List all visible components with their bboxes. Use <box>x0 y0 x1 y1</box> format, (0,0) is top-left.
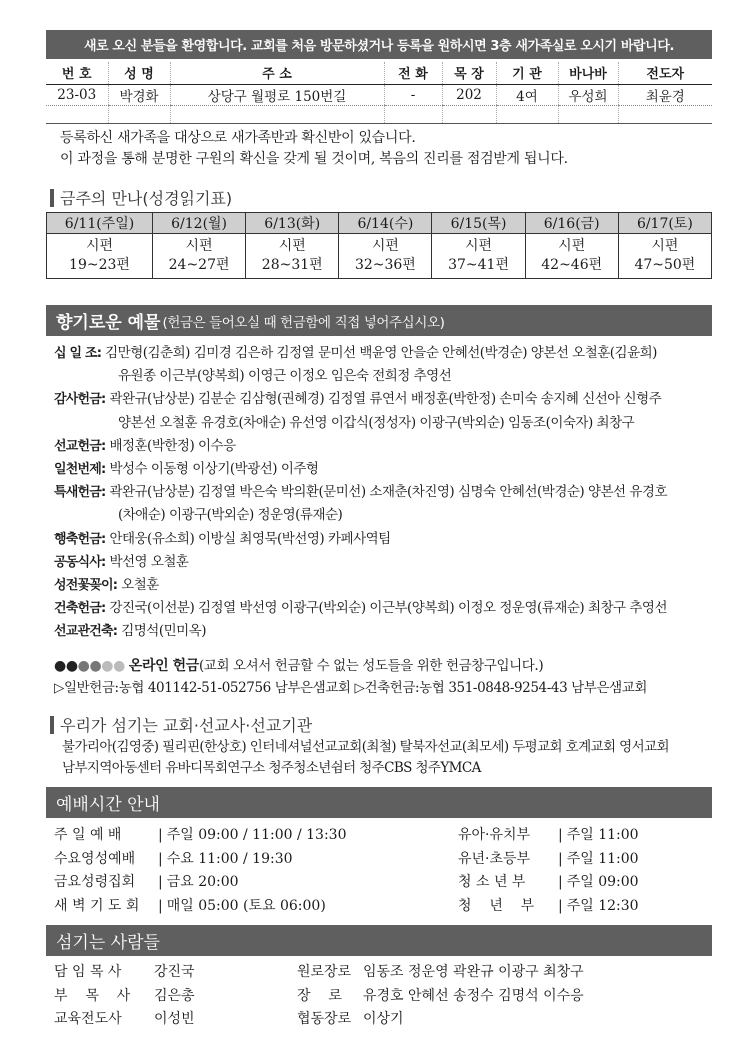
offering-names: 김만형(김춘희) 김미경 김은하 김정열 문미선 백윤영 안을순 안혜선(박경순) 양본선 오철훈(김윤희) <box>105 345 657 361</box>
names: 유경호 안혜선 송정수 김명석 이수응 <box>363 987 584 1004</box>
divider: | <box>558 874 563 890</box>
offering-list <box>54 342 714 644</box>
reading-range: 32~36편 <box>339 256 432 279</box>
names: 이상기 <box>363 1011 404 1027</box>
names: 강진국 <box>154 964 195 980</box>
newcomer-table-header <box>46 62 712 84</box>
people-row <box>54 961 195 985</box>
reading-range: 24~27편 <box>153 256 246 279</box>
offering-names: 오철훈 <box>121 577 159 594</box>
offering-names: 박선영 오철훈 <box>109 553 189 570</box>
offering-label: 특새헌금: <box>54 485 106 501</box>
offering-names: 박성수 이동형 이상기(박광선) 이주형 <box>109 461 319 478</box>
role: 협동장로 <box>297 1011 352 1027</box>
offering-names: 안태웅(유소희) 이방실 최영묵(박선영) 카페사역팀 <box>109 530 391 547</box>
table-row-empty <box>46 105 712 123</box>
divider: | <box>558 827 563 843</box>
offering-group <box>54 620 714 643</box>
reading-book: 시편 <box>153 234 246 257</box>
service-name: 주 일 예 배 <box>54 827 122 843</box>
newcomer-col-header: 주 소 <box>170 62 384 84</box>
offering-title: 향기로운 예물 <box>56 313 161 333</box>
worship-row <box>54 824 347 848</box>
offering-label: 감사헌금: <box>54 392 106 408</box>
people-row <box>54 985 195 1009</box>
service-time: 주일 12:30 <box>566 897 639 914</box>
newcomer-col-header: 성 명 <box>108 62 170 84</box>
service-time: 금요 20:00 <box>166 874 239 890</box>
table-cell-empty <box>618 105 712 123</box>
service-time: 수요 11:00 / 19:30 <box>166 850 293 867</box>
section-marker <box>50 716 54 734</box>
newcomer-col-header: 번 호 <box>46 62 108 84</box>
offering-group <box>54 458 714 481</box>
offering-label: 성전꽃꽂이: <box>54 578 118 594</box>
names: 임동조 정운영 곽완규 이광구 최창구 <box>363 964 584 980</box>
reading-title: 금주의 만나(성경읽기표) <box>60 189 233 208</box>
role: 부 목 사 <box>54 987 131 1004</box>
role: 교육전도사 <box>54 1011 122 1027</box>
bank-accounts: ▷일반헌금:농협 401142-51-052756 남부은샘교회 ▷건축헌금:농협 351-0848-9254-43 남부은샘교회 <box>54 680 648 696</box>
offering-group <box>54 551 714 574</box>
reading-date: 6/16(금) <box>525 213 618 234</box>
service-time: 주일 11:00 <box>566 850 639 867</box>
offering-names-cont: 양본선 오철훈 유경호(차애순) 유선영 이갑식(정성자) 이광구(박외순) 임동조(이숙자) 최창구 <box>118 414 635 431</box>
worship-row <box>54 848 347 872</box>
table-cell-empty <box>442 105 496 123</box>
dots-icon: ●●●●●● <box>54 658 125 674</box>
offering-label: 일천번제: <box>54 462 106 478</box>
people-row <box>297 961 584 985</box>
serving-line: 남부지역아동센터 유바디목회연구소 청주청소년쉼터 청주CBS 청주YMCA <box>62 760 481 776</box>
welcome-banner: 새로 오신 분들을 환영합니다. 교회를 처음 방문하셨거나 등록을 원하시면 3층 새가족실로 오시기 바랍니다. <box>46 30 712 59</box>
online-offering <box>54 655 647 699</box>
offering-names: 강진국(이선분) 김정열 박선영 이광구(박외순) 이근부(양복희) 이정오 정운영(류재순) 최창구 추영선 <box>109 600 668 617</box>
role: 장 로 <box>297 987 342 1004</box>
table-cell: 상당구 월평로 150번길 <box>170 84 384 105</box>
reading-range: 19~23편 <box>47 256 153 279</box>
offering-names: 김명석(민미옥) <box>121 623 206 640</box>
offering-header <box>46 305 712 336</box>
service-name: 청 소 년 부 <box>458 874 526 890</box>
names: 김은총 <box>154 987 195 1004</box>
people-row <box>297 985 584 1009</box>
online-offering-label: 온라인 헌금 <box>128 658 199 674</box>
table-cell: 202 <box>442 84 496 105</box>
divider: | <box>558 897 563 914</box>
service-name: 수요영성예배 <box>54 850 136 867</box>
divider: | <box>558 850 563 867</box>
reading-range: 28~31편 <box>246 256 339 279</box>
people-title: 섬기는 사람들 <box>56 933 160 953</box>
reading-date: 6/14(수) <box>339 213 432 234</box>
reading-book: 시편 <box>432 234 525 257</box>
serving-list <box>62 737 669 779</box>
offering-group <box>54 435 714 458</box>
welcome-note <box>60 128 568 170</box>
service-time: 주일 09:00 / 11:00 / 13:30 <box>166 827 347 843</box>
reading-book: 시편 <box>246 234 339 257</box>
reading-book: 시편 <box>618 234 711 257</box>
online-offering-desc: (교회 오셔서 헌금할 수 없는 성도들을 위한 헌금창구입니다.) <box>198 658 544 674</box>
table-cell-empty <box>108 105 170 123</box>
offering-subtitle: (헌금은 들어오실 때 헌금함에 직접 넣어주십시오) <box>162 314 445 331</box>
reading-range: 42~46편 <box>525 256 618 279</box>
newcomer-col-header: 바나바 <box>558 62 618 84</box>
table-cell-empty <box>46 105 108 123</box>
service-time: 주일 09:00 <box>566 874 639 890</box>
service-name: 금요성령집회 <box>54 874 136 890</box>
section-marker <box>50 189 54 207</box>
serving-section-title <box>50 713 312 736</box>
worship-header <box>46 787 712 818</box>
reading-section-title <box>50 186 232 209</box>
offering-names: 곽완규(남상분) 김정열 박은숙 박의환(문미선) 소재춘(차진영) 심명숙 안혜선(박경순) 양본선 유경호 <box>109 484 668 501</box>
offering-group <box>54 574 714 597</box>
table-cell: 23-03 <box>46 84 108 105</box>
offering-group <box>54 388 714 411</box>
offering-names-cont: 유원종 이근부(양복희) 이영근 이정오 임은숙 전희정 추영선 <box>118 368 452 385</box>
offering-label: 선교헌금: <box>54 438 106 454</box>
reading-date: 6/12(월) <box>153 213 246 234</box>
offering-label: 십 일 조: <box>54 346 102 361</box>
newcomer-col-header: 기 관 <box>496 62 558 84</box>
reading-date: 6/17(토) <box>618 213 711 234</box>
divider: | <box>158 897 163 914</box>
worship-row <box>54 895 347 919</box>
worship-row <box>54 871 347 895</box>
table-cell-empty <box>384 105 442 123</box>
newcomer-table <box>46 62 712 124</box>
offering-names: 배정훈(박한정) 이수응 <box>109 437 236 454</box>
reading-book: 시편 <box>339 234 432 257</box>
table-cell-empty <box>558 105 618 123</box>
table-cell: 우성희 <box>558 84 618 105</box>
role: 담 임 목 사 <box>54 964 122 980</box>
offering-label: 건축헌금: <box>54 601 106 617</box>
divider: | <box>158 827 163 843</box>
divider: | <box>158 874 163 890</box>
service-name: 청 년 부 <box>458 897 535 914</box>
reading-book: 시편 <box>47 234 153 257</box>
worship-row <box>458 871 639 895</box>
table-row <box>46 84 712 105</box>
table-cell-empty <box>170 105 384 123</box>
table-cell: 박경화 <box>108 84 170 105</box>
welcome-note-line: 이 과정을 통해 분명한 구원의 확신을 갖게 될 것이며, 복음의 진리를 점검받게 됩니다. <box>60 151 568 167</box>
service-name: 유아·유치부 <box>458 827 531 843</box>
table-cell: 4여 <box>496 84 558 105</box>
reading-date: 6/13(화) <box>246 213 339 234</box>
offering-group <box>54 481 714 504</box>
people-row <box>54 1008 195 1032</box>
service-name: 유년·초등부 <box>458 850 531 867</box>
worship-schedule-adult <box>54 824 347 918</box>
role: 원로장로 <box>297 964 352 980</box>
newcomer-col-header: 목 장 <box>442 62 496 84</box>
offering-group <box>54 528 714 551</box>
newcomer-col-header: 전 화 <box>384 62 442 84</box>
elders-list <box>297 961 584 1032</box>
worship-row <box>458 895 639 919</box>
worship-title: 예배시간 안내 <box>56 795 160 815</box>
service-time: 매일 05:00 (토요 06:00) <box>166 897 326 914</box>
table-cell: - <box>384 84 442 105</box>
offering-group <box>54 342 714 365</box>
offering-names-cont: (차애순) 이광구(박외순) 정운영(류재순) <box>118 507 343 524</box>
worship-row <box>458 824 639 848</box>
reading-range: 47~50편 <box>618 256 711 279</box>
reading-book: 시편 <box>525 234 618 257</box>
reading-range: 37~41편 <box>432 256 525 279</box>
serving-line: 불가리아(김영중) 필리핀(한상호) 인터네셔널선교교회(최철) 탈북자선교(최모세) 두평교회 호계교회 영서교회 <box>62 739 669 755</box>
serving-title: 우리가 섬기는 교회·선교사·선교기관 <box>60 716 313 735</box>
reading-date: 6/11(주일) <box>47 213 153 234</box>
names: 이성빈 <box>154 1011 195 1027</box>
offering-group <box>54 597 714 620</box>
offering-label: 행축헌금: <box>54 531 106 547</box>
welcome-note-line: 등록하신 새가족을 대상으로 새가족반과 확신반이 있습니다. <box>60 130 416 146</box>
divider: | <box>158 850 163 867</box>
pastors-list <box>54 961 195 1032</box>
offering-names: 곽완규(남상분) 김분순 김삼형(권혜경) 김정열 류연서 배정훈(박한정) 손미숙 송지혜 신선아 신형주 <box>109 391 662 408</box>
people-header <box>46 925 712 956</box>
people-row <box>297 1008 584 1032</box>
service-name: 새 벽 기 도 회 <box>54 897 140 914</box>
offering-label: 선교관건축: <box>54 624 118 640</box>
reading-table <box>46 212 712 279</box>
worship-schedule-youth <box>458 824 639 918</box>
table-cell-empty <box>496 105 558 123</box>
worship-row <box>458 848 639 872</box>
offering-label: 공동식사: <box>54 554 106 570</box>
service-time: 주일 11:00 <box>566 827 639 843</box>
newcomer-col-header: 전도자 <box>618 62 712 84</box>
reading-date: 6/15(목) <box>432 213 525 234</box>
table-cell: 최윤경 <box>618 84 712 105</box>
